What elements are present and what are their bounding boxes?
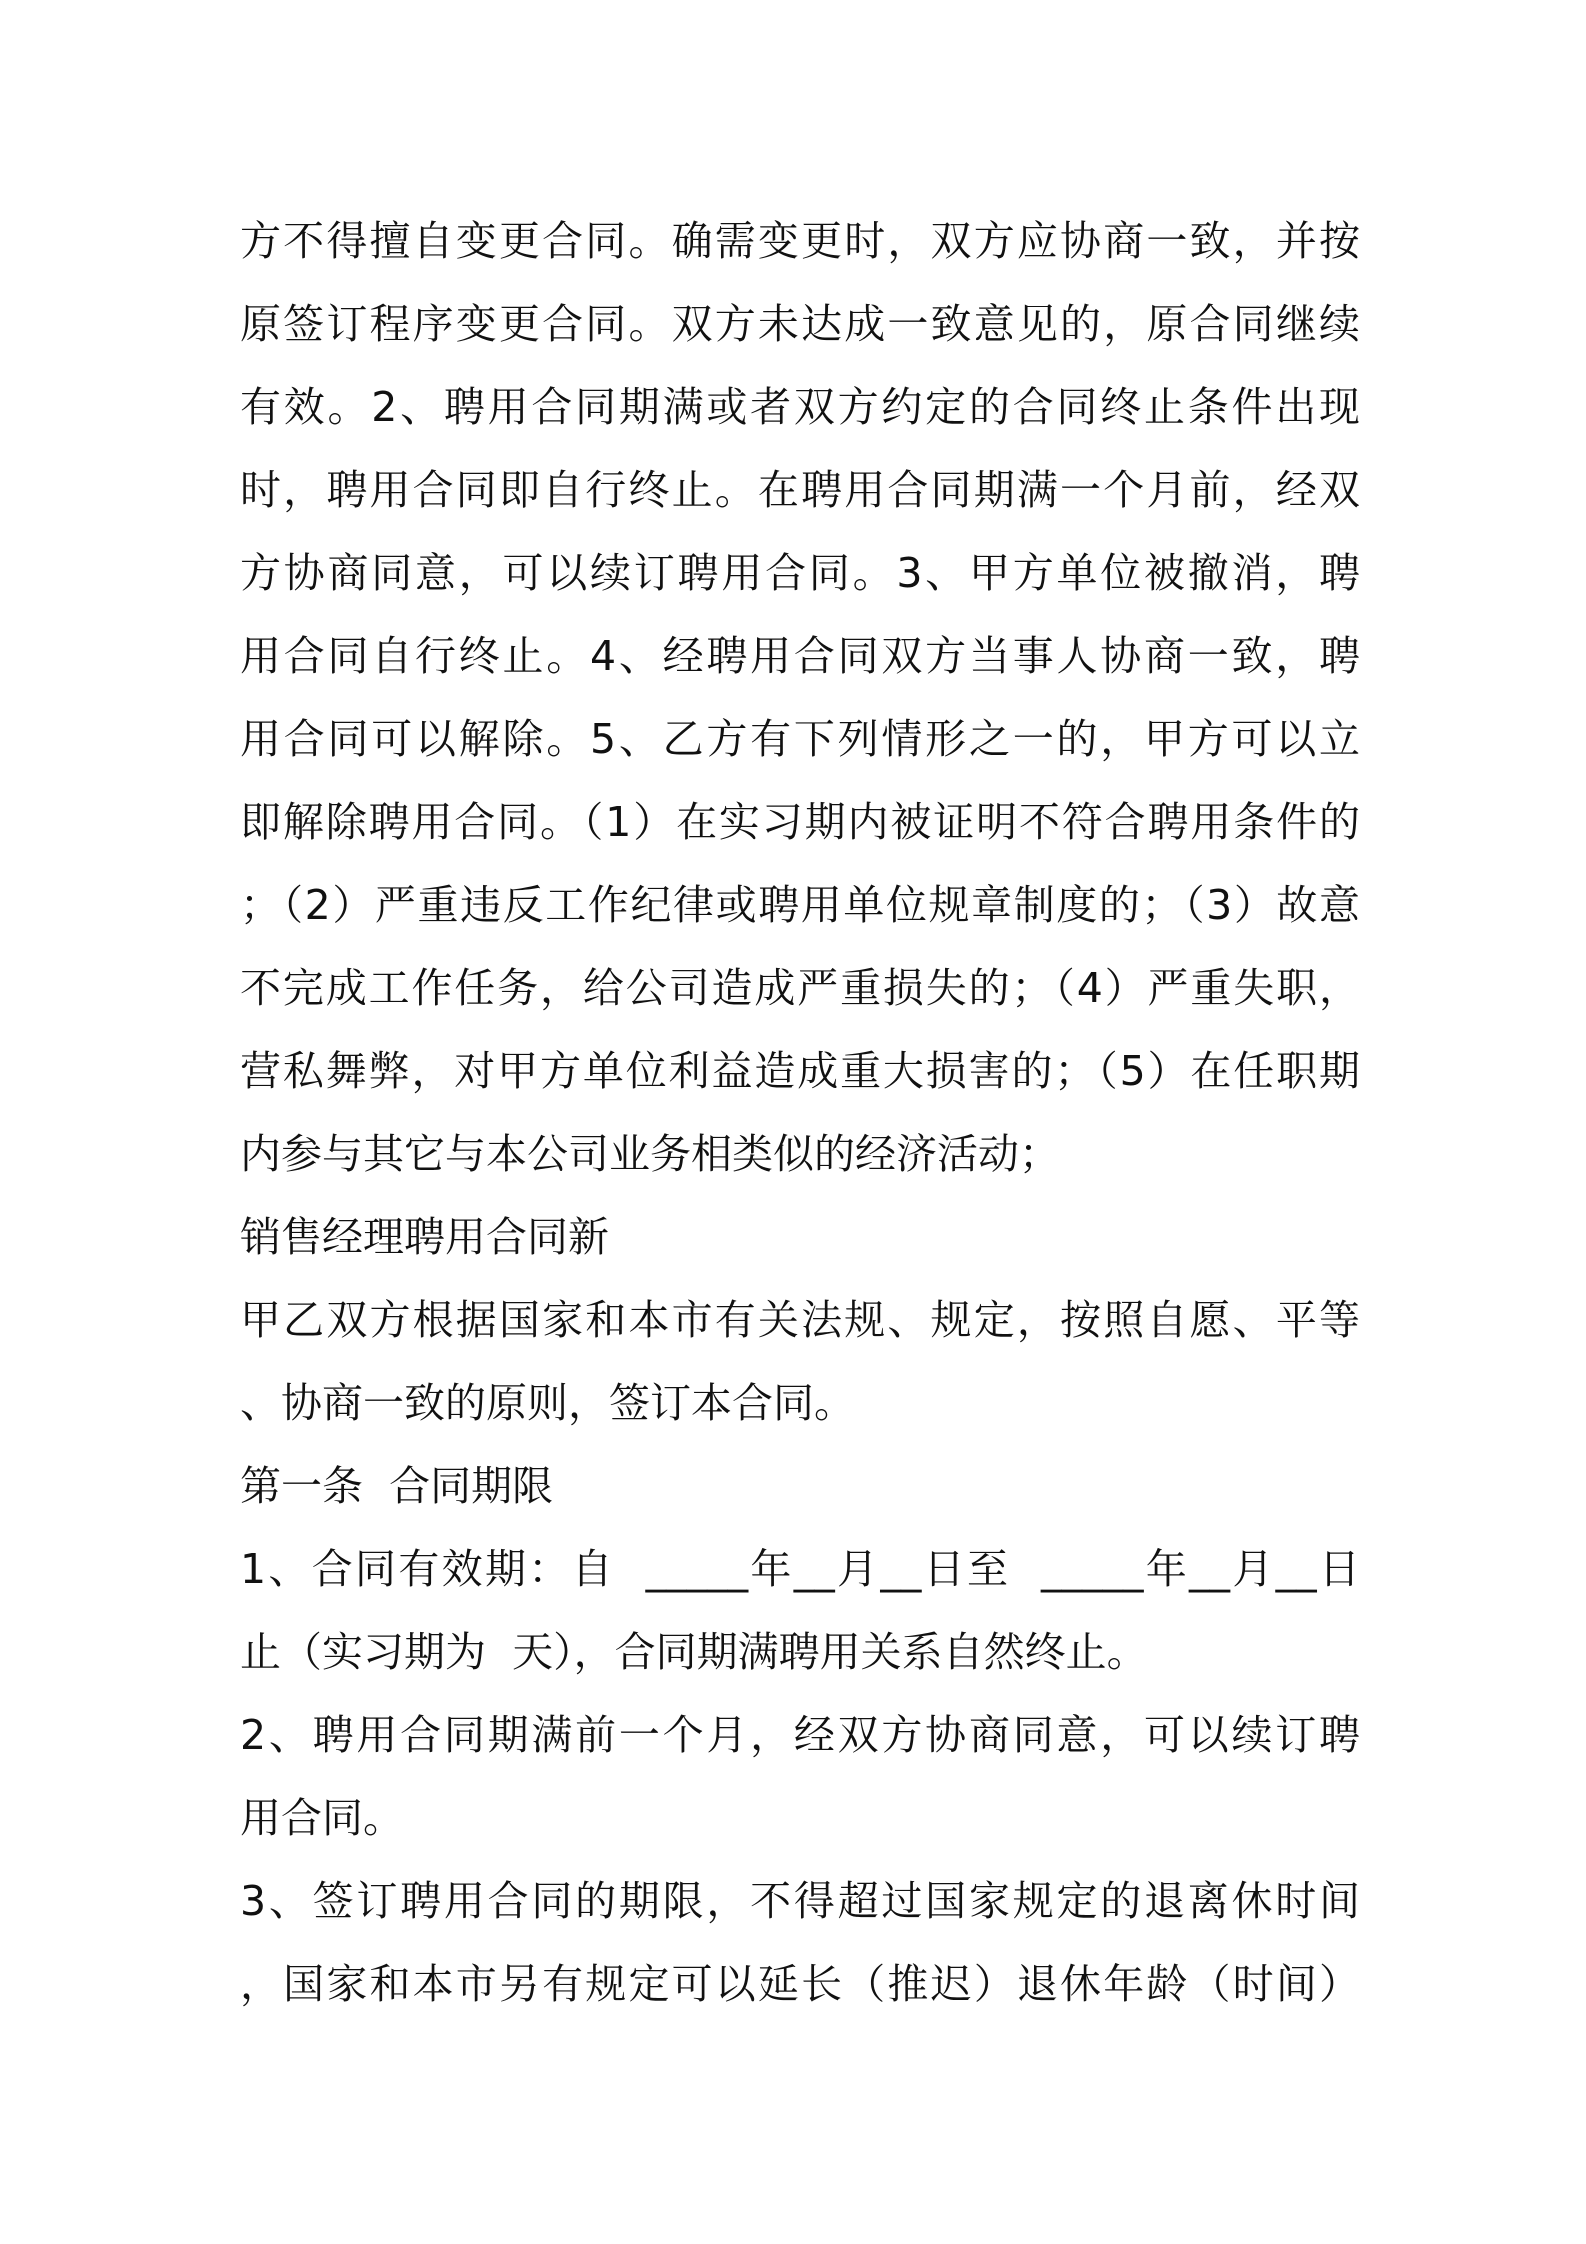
section-heading: 销售经理聘用合同新 — [240, 1213, 609, 1261]
text-line-11: 营私舞弊，对甲方单位利益造成重大损害的；（5）在任职期 — [240, 1047, 1360, 1095]
text-line-6: 用合同自行终止。4、经聘用合同双方当事人协商一致，聘 — [240, 632, 1360, 680]
text-line-14: 甲乙双方根据国家和本市有关法规、规定，按照自愿、平等 — [240, 1296, 1360, 1344]
text-line-7: 用合同可以解除。5、乙方有下列情形之一的，甲方可以立 — [240, 715, 1360, 763]
text-line-19: 2、聘用合同期满前一个月，经双方协商同意，可以续订聘 — [240, 1711, 1360, 1759]
text-line-12: 内参与其它与本公司业务相类似的经济活动； — [240, 1130, 1060, 1178]
text-line-21: 3、签订聘用合同的期限，不得超过国家规定的退离休时间 — [240, 1877, 1360, 1925]
text-line-3: 有效。2、聘用合同期满或者双方约定的合同终止条件出现 — [240, 383, 1360, 431]
text-line-5: 方协商同意，可以续订聘用合同。3、甲方单位被撤消，聘 — [240, 549, 1360, 597]
document-body — [240, 200, 1360, 2026]
text-line-15: 、协商一致的原则，签订本合同。 — [240, 1379, 855, 1427]
article-heading: 第一条 合同期限 — [240, 1462, 554, 1510]
text-line-18: 止（实习期为 天），合同期满聘用关系自然终止。 — [240, 1628, 1148, 1676]
text-line-4: 时，聘用合同即自行终止。在聘用合同期满一个月前，经双 — [240, 466, 1360, 514]
text-line-1: 方不得擅自变更合同。确需变更时，双方应协商一致，并按 — [240, 217, 1360, 265]
text-line-2: 原签订程序变更合同。双方未达成一致意见的，原合同继续 — [240, 300, 1360, 348]
text-line-8: 即解除聘用合同。（1）在实习期内被证明不符合聘用条件的 — [240, 798, 1360, 846]
text-line-17: 1、合同有效期：自 _____年__月__日至 _____年__月__日 — [240, 1545, 1360, 1593]
text-line-10: 不完成工作任务，给公司造成严重损失的；（4）严重失职， — [240, 964, 1360, 1012]
text-line-22: ，国家和本市另有规定可以延长（推迟）退休年龄（时间） — [240, 1960, 1360, 2008]
text-line-20: 用合同。 — [240, 1794, 404, 1842]
text-line-9: ；（2）严重违反工作纪律或聘用单位规章制度的；（3）故意 — [240, 881, 1360, 929]
